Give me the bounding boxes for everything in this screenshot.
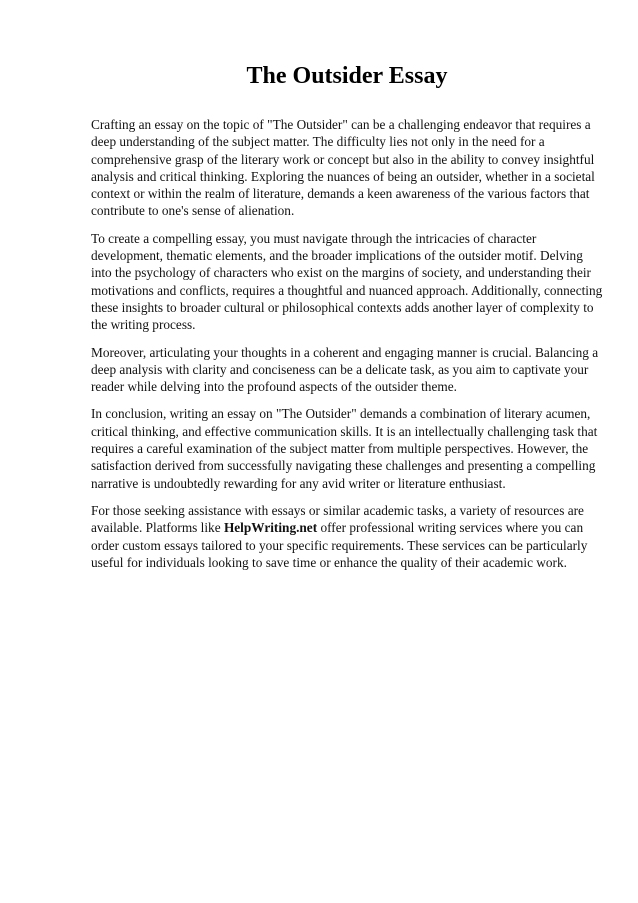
document-title: The Outsider Essay bbox=[246, 63, 448, 89]
resources-text-after: offer professional writing services where you can order custom essays tailored to your specific requirements. These services can be particularly useful for individuals looking to save time or enhance the quality of their academic work. bbox=[91, 520, 588, 570]
helpwriting-link[interactable]: HelpWriting.net bbox=[223, 520, 318, 536]
paragraph-articulation: Moreover, articulating your thoughts in a coherent and engaging manner is crucial. Balancing a deep analysis with clarity and conciseness can be a delicate task, as you aim to captivate your reader while delving into the profound aspects of the outsider theme. bbox=[91, 344, 599, 395]
document-page bbox=[91, 62, 603, 581]
paragraph-resources bbox=[91, 502, 603, 571]
paragraph-conclusion: In conclusion, writing an essay on "The Outsider" demands a combination of literary acumen, critical thinking, and effective communication skills. It is an intellectually challenging task that requires a careful examination of the subject matter from multiple perspectives. However, the satisfaction derived from successfully navigating these challenges and presenting a compelling narrative is undoubtedly rewarding for any avid writer or literature enthusiast. bbox=[91, 406, 598, 491]
paragraph-intro: Crafting an essay on the topic of "The Outsider" can be a challenging endeavor that requires a deep understanding of the subject matter. The difficulty lies not only in the need for a comprehensive grasp of the literary work or concept but also in the ability to convey insightful analysis and critical thinking. Exploring the nuances of being an outsider, whether in a societal context or within the realm of literature, demands a keen awareness of the various factors that contribute to one's sense of alienation. bbox=[91, 117, 595, 219]
resources-text-before: For those seeking assistance with essays or similar academic tasks, a variety of resources are available. Platforms like bbox=[91, 502, 584, 536]
paragraph-approach: To create a compelling essay, you must navigate through the intricacies of character development, thematic elements, and the broader implications of the outsider motif. Delving into the psychology of characters who exist on the margins of society, and understanding their motivations and conflicts, requires a thoughtful and nuanced approach. Additionally, connecting these insights to broader cultural or philosophical contexts adds another layer of complexity to the writing process. bbox=[91, 230, 603, 333]
